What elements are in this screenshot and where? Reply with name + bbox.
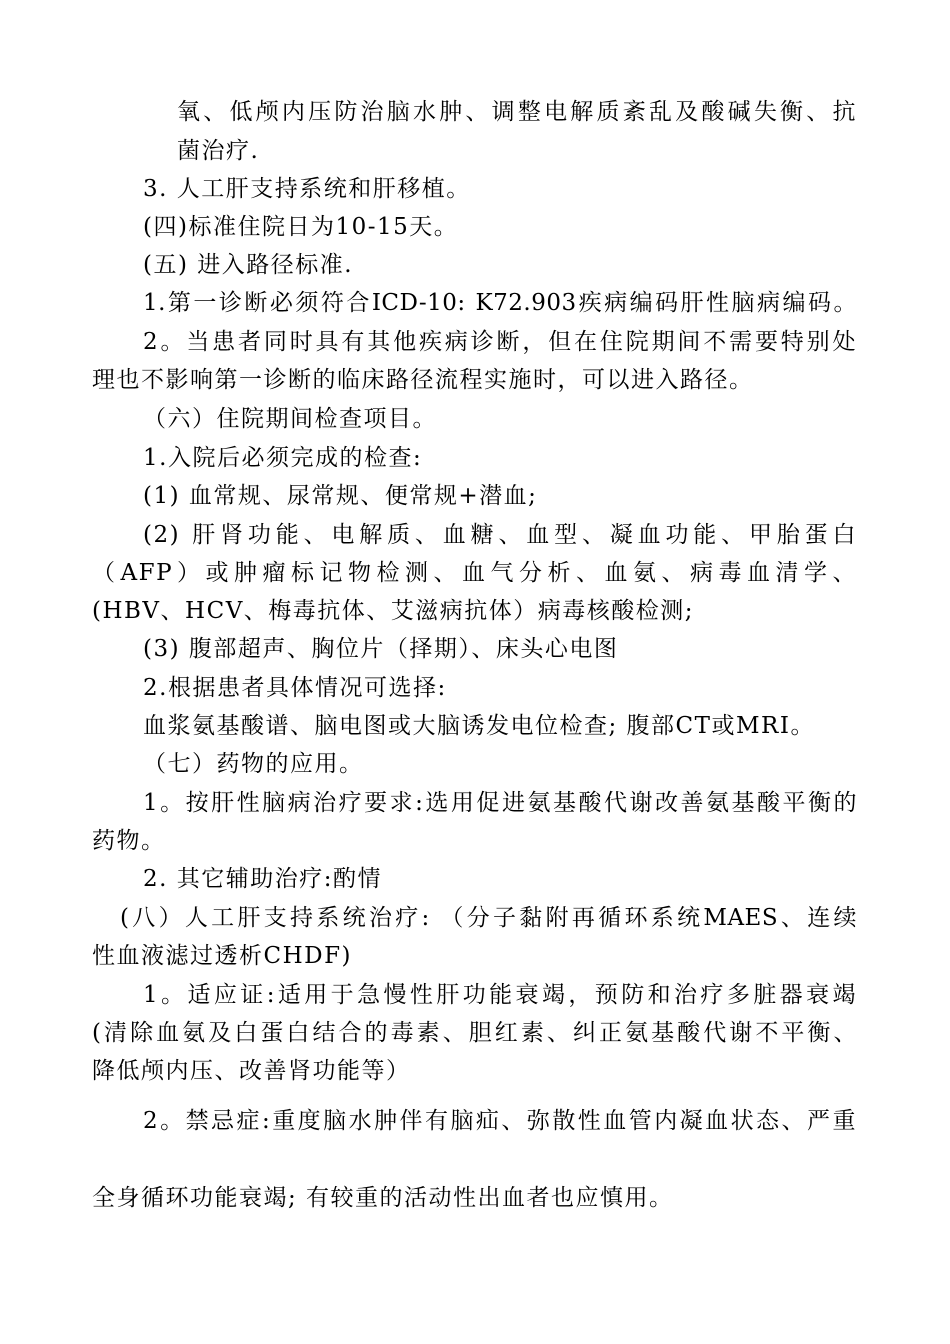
text-line: 菌治疗.: [177, 138, 260, 164]
text-line: (清除血氨及白蛋白结合的毒素、胆红素、纠正氨基酸代谢不平衡、: [92, 1020, 857, 1046]
text-line: 1。适应证:适用于急慢性肝功能衰竭，预防和治疗多脏器衰竭: [143, 982, 857, 1008]
text-line: 氧、低颅内压防治脑水肿、调整电解质紊乱及酸碱失衡、抗: [177, 99, 857, 125]
text-line: 性血液滤过透析CHDF): [92, 943, 353, 969]
text-line: （AFP）或肿瘤标记物检测、血气分析、血氨、病毒血清学、: [92, 560, 857, 586]
text-line: 1。按肝性脑病治疗要求:选用促进氨基酸代谢改善氨基酸平衡的: [143, 790, 857, 816]
text-line: 1.入院后必须完成的检查:: [143, 445, 423, 471]
text-line: 2. 其它辅助治疗:酌情: [143, 866, 383, 892]
text-line: 血浆氨基酸谱、脑电图或大脑诱发电位检查; 腹部CT或MRI。: [143, 713, 815, 739]
text-line: 全身循环功能衰竭; 有较重的活动性出血者也应慎用。: [92, 1185, 674, 1211]
text-line: 2。当患者同时具有其他疾病诊断，但在住院期间不需要特别处: [143, 329, 857, 355]
section-heading: (八）人工肝支持系统治疗: （分子黏附再循环系统MAES、连续: [120, 905, 857, 931]
text-line: 降低颅内压、改善肾功能等）: [92, 1058, 411, 1084]
section-heading: （七）药物的应用。: [143, 751, 364, 777]
text-line: 2。禁忌症:重度脑水肿伴有脑疝、弥散性血管内凝血状态、严重: [143, 1108, 857, 1134]
section-heading: (五) 进入路径标准.: [143, 252, 354, 278]
text-line: 3. 人工肝支持系统和肝移植。: [143, 176, 471, 202]
text-line: (3) 腹部超声、胸位片（择期）、床头心电图: [143, 636, 619, 662]
text-line: 2.根据患者具体情况可选择:: [143, 675, 447, 701]
section-heading: （六）住院期间检查项目。: [143, 406, 437, 432]
text-line: 1.第一诊断必须符合ICD-10: K72.903疾病编码肝性脑病编码。: [143, 290, 857, 316]
section-heading: (四)标准住院日为10-15天。: [143, 214, 459, 240]
text-line: 药物。: [92, 828, 166, 854]
text-line: (HBV、HCV、梅毒抗体、艾滋病抗体）病毒核酸检测;: [92, 598, 695, 624]
text-line: (2) 肝肾功能、电解质、血糖、血型、凝血功能、甲胎蛋白: [143, 522, 857, 548]
text-line: (1) 血常规、尿常规、便常规+潜血;: [143, 483, 538, 509]
text-line: 理也不影响第一诊断的临床路径流程实施时，可以进入路径。: [92, 367, 754, 393]
